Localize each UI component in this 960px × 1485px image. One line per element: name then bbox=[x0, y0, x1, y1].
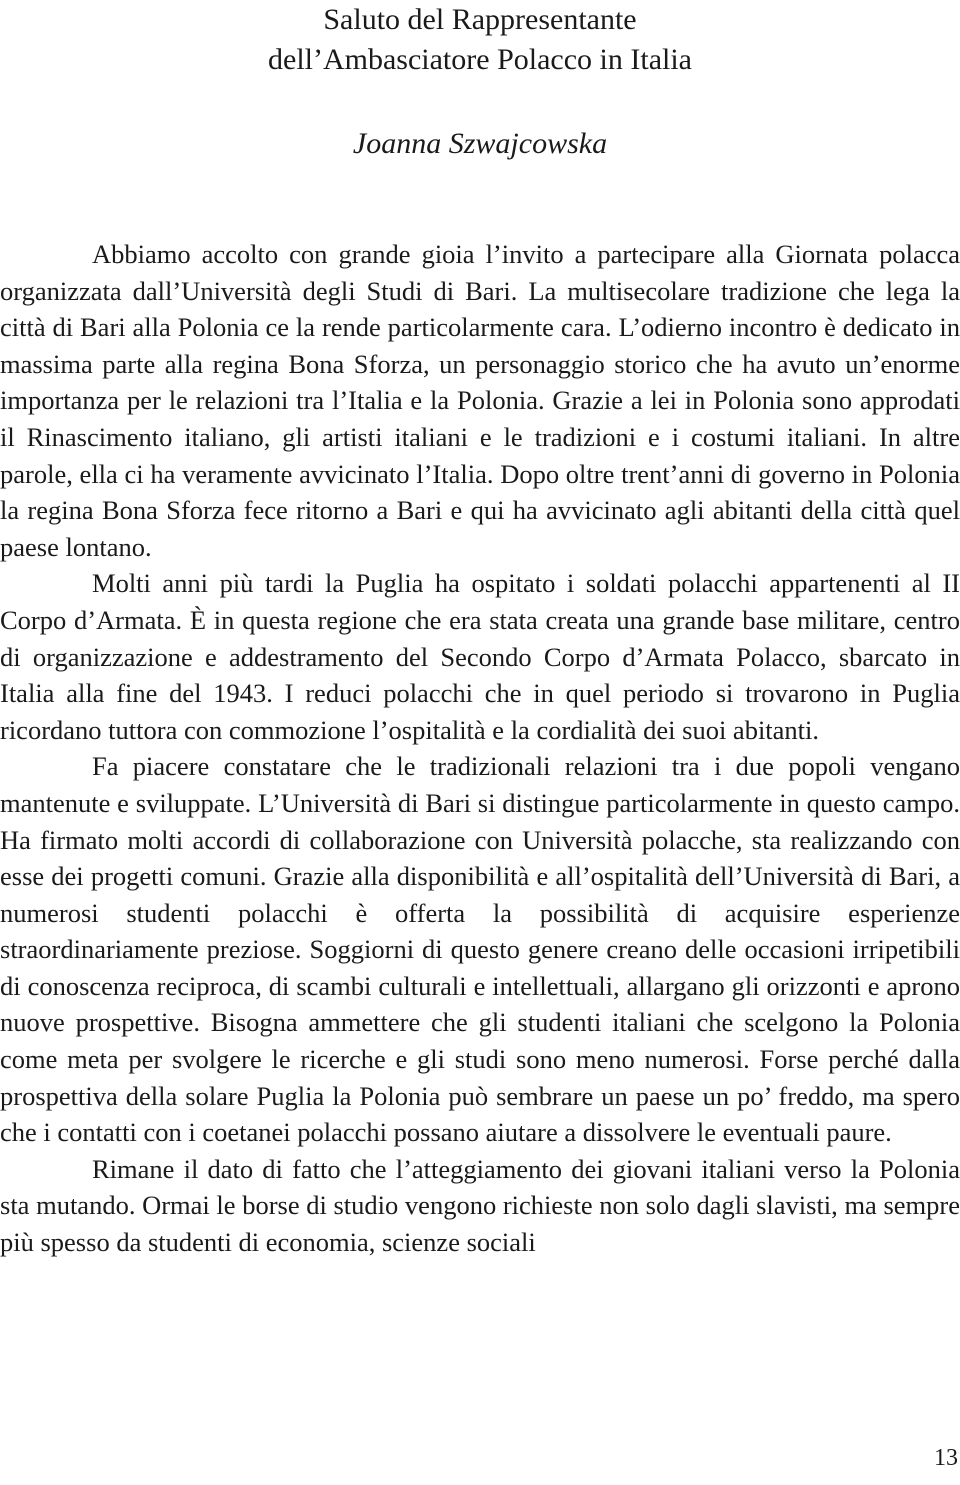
page-number: 13 bbox=[934, 1445, 958, 1471]
paragraph-4: Rimane il dato di fatto che l’atteggiamento dei giovani italiani verso la Polonia sta mutando. Ormai le borse di studio vengono richieste non solo dagli slavisti, ma sempre più spesso da studenti di economia, scienze sociali bbox=[0, 1153, 960, 1258]
title-line-2: dell’Ambasciatore Polacco in Italia bbox=[268, 43, 692, 76]
paragraph-1: Abbiamo accolto con grande gioia l’invito a partecipare alla Giornata polacca organizzata dall’Università degli Studi di Bari. La multisecolare tradizione che lega la città di Bari alla Polonia ce la rende particolarmente cara. L’odierno incontro è dedicato in massima parte alla regina Bona Sforza, un personaggio storico che ha avuto un’enorme importanza per le relazioni tra l’Italia e la Polonia. Grazie a lei in Polonia sono approdati il Rinascimento italiano, gli artisti italiani e le tradizioni e i costumi italiani. In altre parole, ella ci ha veramente avvicinato l’Italia. Dopo oltre trent’anni di governo in Polonia la regina Bona Sforza fece ritorno a Bari e qui ha avvicinato agli abitanti della città quel paese lontano. bbox=[0, 239, 960, 562]
title-line-1: Saluto del Rappresentante bbox=[323, 3, 637, 36]
paragraph-3: Fa piacere constatare che le tradizionali relazioni tra i due popoli vengano mantenute e sviluppate. L’Università di Bari si distingue particolarmente in questo campo. Ha firmato molti accordi di collaborazione con Università polacche, sta realizzando con esse dei progetti comuni. Grazie alla disponibilità e all’ospitalità dell’Università di Bari, a numerosi studenti polacchi è offerta la possibilità di acquisire esperienze straordinariamente preziose. Soggiorni di questo genere creano delle occasioni irripetibili di conoscenza reciproca, di scambi culturali e intellettuali, allargano gli orizzonti e aprono nuove prospettive. Bisogna ammettere che gli studenti italiani che scelgono la Polonia come meta per svolgere le ricerche e gli studi sono meno numerosi. Forse perché dalla prospettiva della solare Puglia la Polonia può sembrare un paese un po’ freddo, ma spero che i contatti con i coetanei polacchi possano aiutare a dissolvere le eventuali paure. bbox=[0, 751, 960, 1148]
body-text bbox=[0, 236, 960, 1261]
author-name: Joanna Szwajcowska bbox=[352, 127, 608, 160]
paragraph-2: Molti anni più tardi la Puglia ha ospitato i soldati polacchi appartenenti al II Corpo d’Armata. È in questa regione che era stata creata una grande base militare, centro di organizzazione e addestramento del Secondo Corpo d’Armata Polacco, sbarcato in Italia alla fine del 1943. I reduci polacchi che in quel periodo si trovarono in Puglia ricordano tuttora con commozione l’ospitalità e la cordialità dei suoi abitanti. bbox=[0, 568, 960, 745]
title-block bbox=[0, 0, 960, 80]
